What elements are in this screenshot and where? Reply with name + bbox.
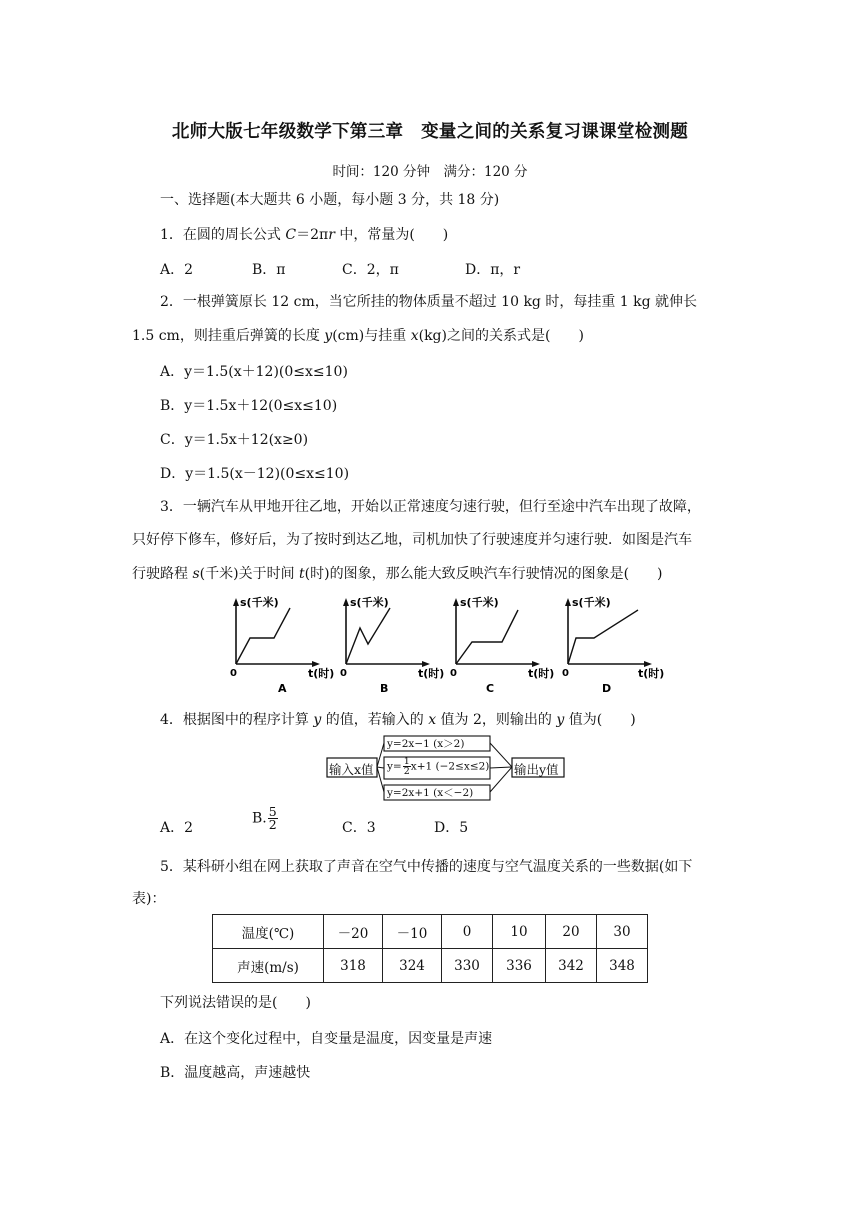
connector-in-top	[377, 743, 384, 767]
q2-option-a[interactable]: A．y＝1.5(x＋12)(0≤x≤10)	[160, 364, 348, 380]
exam-meta: 时间：120 分钟 满分：120 分	[332, 164, 528, 180]
q2-option-b[interactable]: B．y＝1.5x＋12(0≤x≤10)	[160, 398, 338, 414]
graph-c-y-arrow	[453, 598, 459, 606]
branch-mid-pre: y=	[387, 760, 402, 773]
output-label: 输出y值	[514, 762, 559, 777]
q1-option-a[interactable]: A．2	[160, 262, 194, 278]
q5-option-b[interactable]: B．温度越高，声速越快	[160, 1065, 311, 1081]
q1-text-pre: 1．在圆的周长公式	[160, 227, 286, 243]
q4-option-d[interactable]: D．5	[434, 820, 469, 836]
table-row-temp	[213, 915, 648, 949]
connector-in-bot	[377, 767, 384, 792]
q4-option-b-label: B.	[252, 810, 267, 827]
question-3-line1: 3．一辆汽车从甲地开往乙地，开始以正常速度匀速行驶，但行至途中汽车出现了故障，	[160, 499, 701, 515]
table-header-temp: 温度(℃)	[213, 915, 324, 949]
q2-var-y: y	[324, 328, 333, 344]
graph-a-letter: A	[278, 682, 287, 695]
speed-table	[212, 914, 648, 983]
connector-in-mid	[377, 767, 384, 768]
graph-c-origin: 0	[450, 668, 457, 679]
table-row-speed	[213, 949, 648, 983]
graph-b[interactable]	[338, 596, 445, 696]
graph-c-letter: C	[486, 682, 495, 695]
graph-b-curve	[346, 608, 390, 664]
graph-b-origin: 0	[340, 668, 347, 679]
graph-c-xlabel: t(时)	[528, 667, 555, 680]
q1-option-b[interactable]: B．π	[252, 262, 286, 278]
q1-option-c[interactable]: C．2，π	[342, 262, 399, 278]
question-5-line2: 表)：	[132, 891, 166, 907]
q4-text-b: 的值，若输入的	[321, 712, 429, 728]
connector-out-bot	[490, 767, 512, 792]
branch-bot-label: y=2x+1 (x＜−2)	[387, 787, 474, 799]
graph-d-xlabel: t(时)	[638, 667, 665, 680]
table-cell: 324	[383, 949, 442, 983]
table-cell: －20	[324, 915, 383, 949]
q2-text-c: (kg)之间的关系式是( )	[418, 328, 584, 344]
connector-out-mid	[490, 767, 512, 768]
q1-var-r: r	[328, 227, 335, 243]
graph-d[interactable]	[560, 596, 670, 696]
question-2-line2	[132, 326, 584, 346]
graph-c[interactable]	[448, 596, 555, 696]
q1-option-d[interactable]: D．π，r	[465, 262, 521, 278]
q4-option-c[interactable]: C．3	[342, 820, 376, 836]
graph-b-ylabel: s(千米)	[350, 596, 389, 609]
question-4	[160, 710, 636, 730]
question-1	[160, 225, 448, 245]
question-2-line1: 2．一根弹簧原长 12 cm，当它所挂的物体质量不超过 10 kg 时，每挂重 1 kg 就伸长	[160, 294, 698, 310]
q2-option-c[interactable]: C．y＝1.5x＋12(x≥0)	[160, 432, 309, 448]
table-cell: 30	[597, 915, 648, 949]
branch-mid-post: x+1 (−2≤x≤2)	[410, 760, 490, 773]
table-cell: 318	[324, 949, 383, 983]
q4-option-b[interactable]	[252, 806, 278, 831]
q4-var-y2: y	[556, 712, 565, 728]
q3-var-t: t	[299, 566, 305, 582]
q3-text-a: 行驶路程	[132, 566, 193, 582]
q4-option-b-den: 2	[268, 817, 277, 832]
table-cell: 20	[546, 915, 597, 949]
graph-b-y-arrow	[343, 598, 349, 606]
graph-a-curve	[236, 608, 290, 664]
table-cell: 342	[546, 949, 597, 983]
question-5-line1: 5．某科研小组在网上获取了声音在空气中传播的速度与空气温度关系的一些数据(如下	[160, 859, 693, 875]
page-title: 北师大版七年级数学下第三章 变量之间的关系复习课课堂检测题	[171, 122, 689, 142]
q2-text-a: 1.5 cm，则挂重后弹簧的长度	[132, 328, 325, 344]
input-label: 输入x值	[329, 762, 374, 777]
graph-c-ylabel: s(千米)	[460, 596, 499, 609]
graph-b-letter: B	[380, 682, 389, 695]
table-cell: 348	[597, 949, 648, 983]
q4-text-c: 值为 2，则输出的	[436, 712, 557, 728]
table-cell: 0	[442, 915, 493, 949]
branch-top-label: y=2x−1 (x＞2)	[387, 738, 465, 750]
graph-d-curve	[568, 610, 638, 664]
section-heading: 一、选择题(本大题共 6 小题，每小题 3 分，共 18 分)	[160, 192, 500, 208]
table-cell: 330	[442, 949, 493, 983]
connector-out-top	[490, 743, 512, 767]
graph-a-ylabel: s(千米)	[240, 596, 279, 609]
q1-formula: ＝2π	[296, 227, 329, 243]
q3-text-c: (时)的图象，那么能大致反映汽车行驶情况的图象是( )	[304, 566, 663, 582]
branch-mid-label	[387, 757, 489, 776]
q4-option-b-frac	[268, 806, 278, 831]
graph-d-ylabel: s(千米)	[572, 596, 611, 609]
q2-var-x: x	[410, 328, 419, 344]
question-3-line2: 只好停下修车，修好后，为了按时到达乙地，司机加快了行驶速度并匀速行驶．如图是汽车	[132, 532, 692, 548]
graph-c-curve	[456, 610, 518, 664]
q5-option-a[interactable]: A．在这个变化过程中，自变量是温度，因变量是声速	[160, 1031, 493, 1047]
q4-var-y: y	[313, 712, 322, 728]
graph-a-origin: 0	[230, 668, 237, 679]
table-cell: －10	[383, 915, 442, 949]
q4-option-b-num: 5	[268, 804, 277, 819]
graph-a-y-arrow	[233, 598, 239, 606]
graph-d-letter: D	[602, 682, 612, 695]
branch-mid-num: 1	[403, 756, 410, 767]
q2-text-b: (cm)与挂重	[332, 328, 411, 344]
graph-a[interactable]	[228, 596, 335, 696]
branch-mid-den: 2	[403, 766, 410, 777]
q1-var-c: C	[285, 227, 297, 243]
q4-option-a[interactable]: A．2	[160, 820, 194, 836]
q2-option-d[interactable]: D．y＝1.5(x－12)(0≤x≤10)	[160, 466, 350, 482]
question-3-line3	[132, 564, 663, 584]
table-cell: 336	[493, 949, 546, 983]
graph-b-xlabel: t(时)	[418, 667, 445, 680]
q3-var-s: s	[192, 566, 200, 582]
q4-var-x: x	[428, 712, 437, 728]
question-5-prompt: 下列说法错误的是( )	[160, 995, 311, 1011]
q4-text-d: 值为( )	[564, 712, 636, 728]
branch-mid-frac	[403, 757, 411, 776]
q4-text-a: 4．根据图中的程序计算	[160, 712, 314, 728]
graph-a-xlabel: t(时)	[308, 667, 335, 680]
q3-text-b: (千米)关于时间	[199, 566, 300, 582]
graph-d-origin: 0	[562, 668, 569, 679]
graph-d-y-arrow	[565, 598, 571, 606]
q1-text-post: 中，常量为( )	[334, 227, 449, 243]
table-header-speed: 声速(m/s)	[213, 949, 324, 983]
table-cell: 10	[493, 915, 546, 949]
